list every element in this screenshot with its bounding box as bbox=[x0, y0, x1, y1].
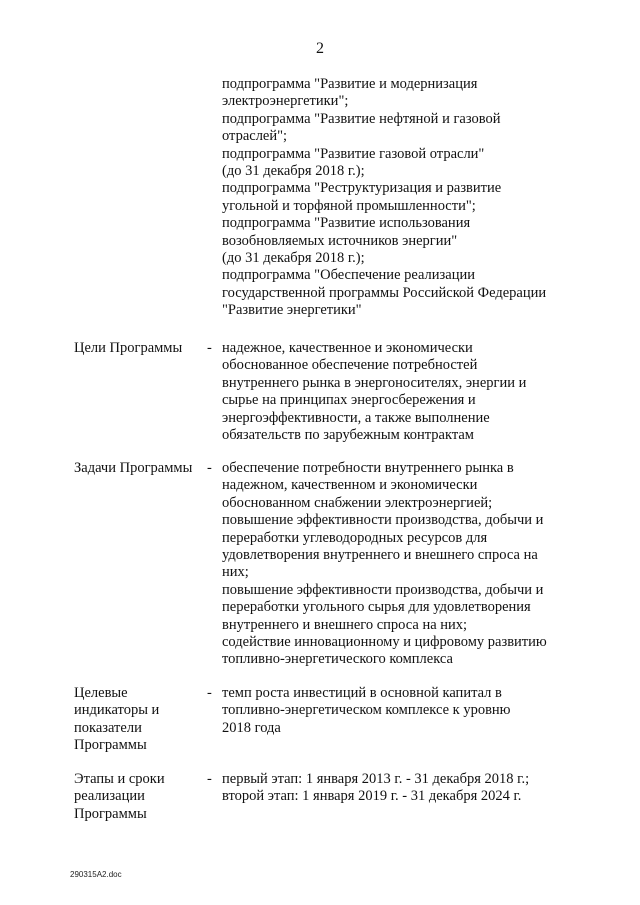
goals-line: надежное, качественное и экономически bbox=[222, 340, 473, 356]
page-number: 2 bbox=[316, 40, 324, 57]
tasks-line: внутреннего и внешнего спроса на них; bbox=[222, 616, 468, 633]
goals-line: сырье на принципах энергосбережения и bbox=[222, 392, 476, 409]
goals-line: внутреннего рынка в энергоносителях, энергии и bbox=[222, 374, 527, 391]
subprogram-line: (до 31 декабря 2018 г.); bbox=[222, 163, 365, 180]
subprogram-line: государственной программы Российской Федерации bbox=[222, 284, 547, 301]
subprogram-line: "Развитие энергетики" bbox=[222, 302, 362, 319]
subprogram-line: отраслей"; bbox=[222, 128, 288, 145]
goals-dash: - bbox=[207, 340, 212, 356]
subprogram-line: подпрограмма "Развитие газовой отрасли" bbox=[222, 145, 485, 162]
goals-line: обоснованное обеспечение потребностей bbox=[222, 357, 478, 374]
goals-text bbox=[222, 340, 602, 444]
indicators-text bbox=[222, 685, 602, 737]
subprogram-line: подпрограмма "Развитие использования bbox=[222, 215, 471, 232]
stages-text bbox=[222, 771, 602, 806]
indicators-line: топливно-энергетическом комплексе к уровню bbox=[222, 702, 511, 719]
tasks-line: надежном, качественном и экономически bbox=[222, 477, 478, 494]
tasks-label: Задачи Программы bbox=[74, 460, 193, 476]
subprogram-line: подпрограмма "Развитие нефтяной и газовой bbox=[222, 110, 501, 127]
subprogram-line: (до 31 декабря 2018 г.); bbox=[222, 250, 365, 267]
subprogram-line: электроэнергетики"; bbox=[222, 93, 349, 110]
indicators-label: Целевые индикаторы и показатели Программы bbox=[74, 685, 160, 754]
tasks-line: обоснованном снабжении электроэнергией; bbox=[222, 494, 493, 511]
file-name-footer: 290315A2.doc bbox=[70, 870, 122, 879]
subprogram-line: угольной и торфяной промышленности"; bbox=[222, 197, 476, 214]
goals-label: Цели Программы bbox=[74, 340, 183, 356]
indicators-line: темп роста инвестиций в основной капитал в bbox=[222, 685, 502, 701]
indicators-line: 2018 года bbox=[222, 719, 281, 736]
indicators-dash: - bbox=[207, 685, 212, 701]
subprogram-line: подпрограмма "Развитие и модернизация bbox=[222, 76, 478, 92]
stages-label: Этапы и сроки реализации Программы bbox=[74, 771, 165, 822]
stages-line: второй этап: 1 января 2019 г. - 31 декабря 2024 г. bbox=[222, 788, 522, 805]
tasks-line: повышение эффективности производства, добычи и bbox=[222, 581, 544, 598]
tasks-line: них; bbox=[222, 564, 249, 581]
tasks-line: содействие инновационному и цифровому развитию bbox=[222, 634, 547, 651]
tasks-line: топливно-энергетического комплекса bbox=[222, 651, 453, 668]
tasks-line: повышение эффективности производства, добычи и bbox=[222, 512, 544, 529]
goals-line: энергоэффективности, а также выполнение bbox=[222, 409, 490, 426]
stages-line: первый этап: 1 января 2013 г. - 31 декабря 2018 г.; bbox=[222, 771, 530, 787]
subprogram-line: возобновляемых источников энергии" bbox=[222, 232, 458, 249]
tasks-line: обеспечение потребности внутреннего рынка в bbox=[222, 460, 514, 476]
subprogram-line: подпрограмма "Реструктуризация и развитие bbox=[222, 180, 502, 197]
goals-line: обязательств по зарубежным контрактам bbox=[222, 427, 474, 444]
tasks-line: удовлетворения внутреннего и внешнего спроса на bbox=[222, 547, 538, 564]
tasks-line: переработки углеводородных ресурсов для bbox=[222, 529, 488, 546]
stages-dash: - bbox=[207, 771, 212, 787]
tasks-text bbox=[222, 460, 602, 669]
subprogram-line: подпрограмма "Обеспечение реализации bbox=[222, 267, 475, 284]
tasks-dash: - bbox=[207, 460, 212, 476]
tasks-line: переработки угольного сырья для удовлетворения bbox=[222, 599, 531, 616]
subprograms-list bbox=[222, 76, 602, 320]
